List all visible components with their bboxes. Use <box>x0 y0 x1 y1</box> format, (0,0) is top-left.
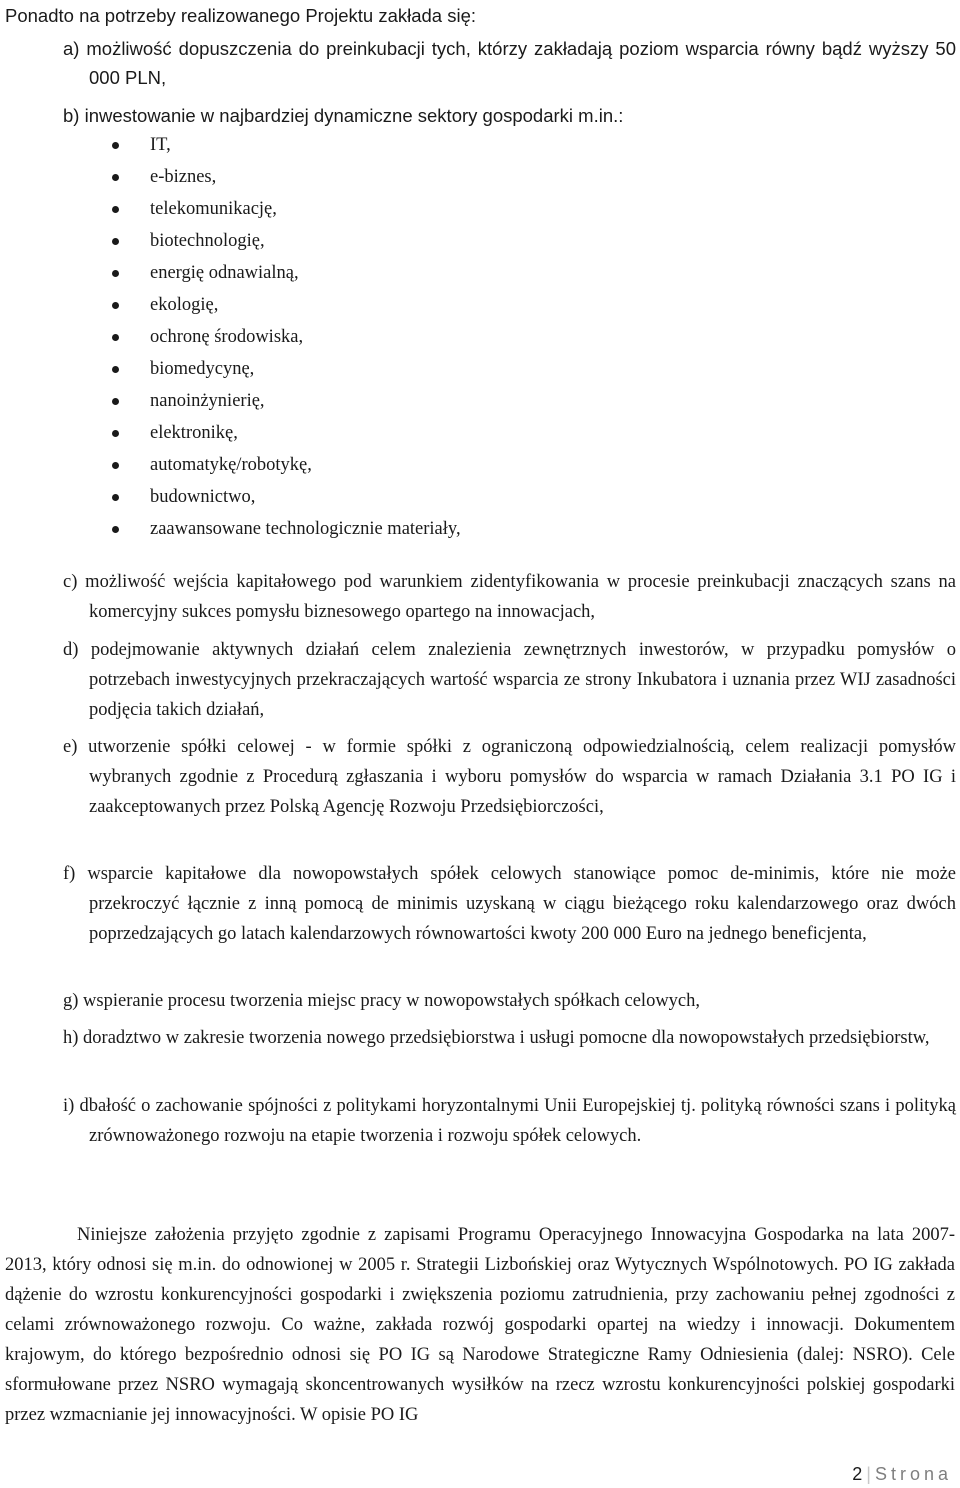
list-item-g: g) wspieranie procesu tworzenia miejsc pracy w nowopowstałych spółkach celowych, <box>63 991 701 1011</box>
sector-list <box>112 129 461 545</box>
list-item-b: b) inwestowanie w najbardziej dynamiczne sektory gospodarki m.in.: <box>63 105 624 126</box>
sector-item: automatykę/robotykę, <box>112 449 461 481</box>
sector-item: ekologię, <box>112 289 461 321</box>
list-item-i: i) dbałość o zachowanie spójności z politykami horyzontalnymi Unii Europejskiej tj. polityką równości szans i polityką zrównoważonego rozwoju na etapie tworzenia i rozwoju spółek celowych. <box>63 1096 956 1146</box>
sector-item: elektronikę, <box>112 417 461 449</box>
footer-separator: | <box>866 1464 871 1484</box>
list-item-f: f) wsparcie kapitałowe dla nowopowstałych spółek celowych stanowiące pomoc de-minimis, które nie może przekroczyć łącznie z inną pomocą de minimis uzyskaną w ciągu bieżącego roku kalendarzowego oraz dwóch poprzedzających go latach kalendarzowych równowartości kwoty 200 000 Euro na jednego beneficjenta, <box>63 864 956 944</box>
list-item-d: d) podejmowanie aktywnych działań celem znalezienia zewnętrznych inwestorów, w przypadku pomysłów o potrzebach inwestycyjnych przekraczających wartość wsparcia ze strony Inkubatora i uznania przez WIJ zasadności podjęcia takich działań, <box>63 640 956 720</box>
sector-item: energię odnawialną, <box>112 257 461 289</box>
sector-item: biotechnologię, <box>112 225 461 257</box>
list-item-h: h) doradztwo w zakresie tworzenia nowego przedsiębiorstwa i usługi pomocne dla nowopowstałych przedsiębiorstw, <box>63 1028 930 1048</box>
intro-text: Ponadto na potrzeby realizowanego Projektu zakłada się: <box>5 5 477 26</box>
page-footer <box>852 1462 952 1486</box>
sector-item: budownictwo, <box>112 481 461 513</box>
sector-item: telekomunikację, <box>112 193 461 225</box>
list-item-a: a) możliwość dopuszczenia do preinkubacji tych, którzy zakładają poziom wsparcia równy bądź wyższy 50 000 PLN, <box>63 38 956 88</box>
sector-item: biomedycynę, <box>112 353 461 385</box>
sector-item: ochronę środowiska, <box>112 321 461 353</box>
body-paragraph: Niniejsze założenia przyjęto zgodnie z zapisami Programu Operacyjnego Innowacyjna Gospodarka na lata 2007-2013, który odnosi się m.in. do odnowionej w 2005 r. Strategii Lizbońskiej oraz Wytycznych Wspólnotowych. PO IG zakłada dążenie do wzrostu konkurencyjności gospodarki i zwiększenia poziomu zatrudnienia, przy zachowaniu pełnej zgodności z celami zrównoważonego rozwoju. Co ważne, zakłada rozwój gospodarki opartej na wiedzy i innowacji. Dokumentem krajowym, do którego bezpośrednio odnosi się PO IG są Narodowe Strategiczne Ramy Odniesienia (dalej: NSRO). Cele sformułowane przez NSRO wymagają skoncentrowanych wysiłków na rzecz wzrostu konkurencyjności polskiej gospodarki przez wzmacnianie jej innowacyjności. W opisie PO IG <box>5 1225 955 1425</box>
sector-item: IT, <box>112 129 461 161</box>
page-number: 2 <box>852 1464 863 1484</box>
sector-item: zaawansowane technologicznie materiały, <box>112 513 461 545</box>
list-item-c: c) możliwość wejścia kapitałowego pod warunkiem zidentyfikowania w procesie preinkubacji znaczących szans na komercyjny sukces pomysłu biznesowego opartego na innowacjach, <box>63 572 956 622</box>
sector-item: e-biznes, <box>112 161 461 193</box>
list-item-e: e) utworzenie spółki celowej - w formie spółki z ograniczoną odpowiedzialnością, celem realizacji pomysłów wybranych zgodnie z Procedurą zgłaszania i wyboru pomysłów do wsparcia w ramach Działania 3.1 PO IG i zaakceptowanych przez Polską Agencję Rozwoju Przedsiębiorczości, <box>63 737 956 817</box>
page-label: Strona <box>874 1464 952 1484</box>
sector-item: nanoinżynierię, <box>112 385 461 417</box>
